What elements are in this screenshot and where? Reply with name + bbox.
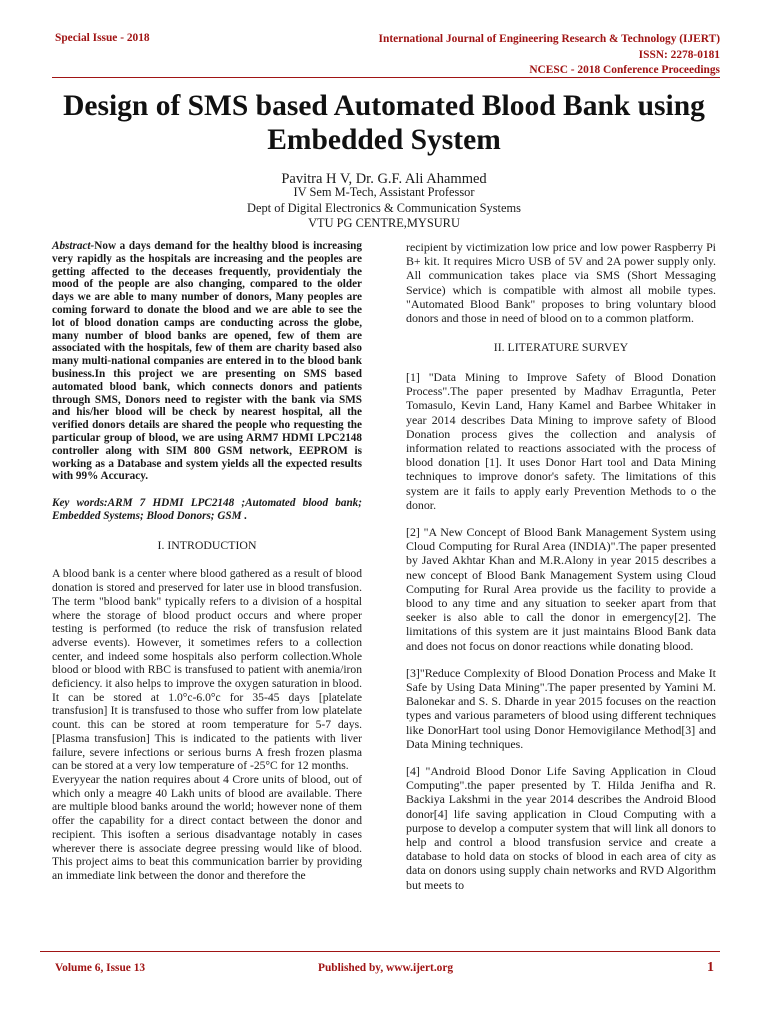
paper-authors: Pavitra H V, Dr. G.F. Ali Ahammed [281,171,487,187]
section-heading-literature: II. LITERATURE SURVEY [493,340,629,355]
footer-divider [40,951,720,952]
abstract-label: Abstract- [52,240,95,252]
header-divider [52,77,720,78]
footer-volume: Volume 6, Issue 13 [55,962,146,974]
affiliation-line: Dept of Digital Electronics & Communication Systems [247,200,521,215]
header-journal: International Journal of Engineering Research & Technology (IJERT) [378,33,720,45]
abstract-body: Now a days demand for the healthy blood is increasing very rapidly as the hospitals are increasing and the peoples are getting affected to the deceases frequently, providentialy the mood of the people are also changing, compared to the older days we are able to many number of donors, Many peoples are coming forward to donate the blood and we are able to see the lot of blood donation camps are conducting across the globe, many number of blood banks are opened, few of them are associated with the hospitals, few of them are charity based also many multi-national companies are entered in to the blood bank business.In this project we are presenting on SMS based automated blood bank, which connects donors and patients through SMS, Donors need to register with the bank via SMS and his/her blood will be check by nearest hospital, all the verified donors details are shared the people who requesting the particular group of blood, we are using ARM7 HDMI LPC2148 controller along with SIM 800 GSM network, EEPROM is working as a Database and system yields all the expected results with 99% Accuracy. [52,240,362,483]
section-heading-introduction: I. INTRODUCTION [157,537,257,552]
right-column [406,240,716,892]
intro-paragraph: Everyyear the nation requires about 4 Crore units of blood, out of which only a meagre 40 Lakh units of blood are available. There are multiple blood banks around the world; however none of them offer the capability for a direct contact between the donor and recipient. This isoften a serious disadvantage notably in cases wherever there is associate degree pressing would like of blood. This project aims to beat this communication barrier by providing an immediate link between the donor and therefore the [52,772,362,882]
page-number: 1 [707,960,714,975]
header-issue: Special Issue - 2018 [55,32,150,44]
paper-title: Design of SMS based Automated Blood Bank using Embedded System [63,90,705,156]
left-column [52,240,362,883]
footer-publisher: Published by, www.ijert.org [318,962,454,974]
header-issn: ISSN: 2278-0181 [638,48,720,61]
keywords: Key words:ARM 7 HDMI LPC2148 ;Automated blood bank; Embedded Systems; Blood Donors; GSM . [52,497,362,522]
reference-paragraph: [2] "A New Concept of Blood Bank Management System using Cloud Computing for Rural Area (INDIA)".The paper presented by Javed Akhtar Khan and M.R.Alony in year 2015 describes a new concept of Blood Bank Management System using Cloud Computing for Rural Area provide us the facility to provide a blood to any time and any situation to seeker apart from that seeker is also able to call the donor in emergency[2]. The limitations of this system are it just maintains Blood Bank data and does not focus on donor reactions while donating blood. [406,524,716,653]
header-journal-block [379,32,720,79]
reference-paragraph: [3]"Reduce Complexity of Blood Donation Process and Make It Safe by Using Data Mining".The paper presented by Yamini M. Balonekar and S. S. Dharde in year 2015 focuses on the reaction types and various parameters of blood using different techniques like DonorHart tool using Donor Hemovigilance Method[3] and Data Mining techniques. [406,665,716,751]
header-proceedings: NCESC - 2018 Conference Proceedings [529,64,720,76]
intro-continuation: recipient by victimization low price and low power Raspberry Pi B+ kit. It requires Micro USB of 5V and 2A power supply only. All communication takes place via SMS (Short Messaging Service) which is compatible with almost all mobile types. "Automated Blood Bank" proposes to bring voluntary blood donors and those in need of blood on to a common platform. [406,240,716,326]
reference-paragraph: [4] "Android Blood Donor Life Saving Application in Cloud Computing".the paper presented by T. Hilda Jenifha and R. Backiya Lakshmi in the year 2014 describes the Android Blood donor[4] life saving application in Cloud Computing with a purpose to develop a computer system that will link all donors to help and control a blood transfusion service and create a database to hold data on stocks of blood in each area of city as data on donors using supply chain networks and RVD Algorithm but meets to [406,764,716,892]
affiliation-line: VTU PG CENTRE,MYSURU [308,216,460,231]
paper-affiliation [40,185,728,232]
reference-paragraph: [1] "Data Mining to Improve Safety of Blood Donation Process".The paper presented by Madhav Erraguntla, Peter Tomasulo, Kevin Land, Hany Kamel and Barbee Whitaker in year 2014 describes Data Mining to improve safety of Blood Donation process gives the collection and analysis of information related to reactions associated with the process of blood donation [1]. It uses Donor Hart tool and Data Mining techniques to improve donor's safety. The limitations of this system are it fails to apply early Prevention Methods to o the donor. [406,369,716,512]
affiliation-line: IV Sem M-Tech, Assistant Professor [293,185,475,199]
intro-paragraph: A blood bank is a center where blood gathered as a result of blood donation is stored and preserved for later use in blood transfusion. The term "blood bank" typically refers to a division of a hospital where the storage of blood product occurs and where proper testing is performed (to reduce the risk of transfusion related adverse events). However, it sometimes refers to a collection center, and indeed some hospitals also perform collection.Whole blood or blood with RBC is transfused to patient with anemia/iron deficiency. it also helps to improve the oxygen saturation in blood. It can be stored at 1.0°c-6.0°c for 35-45 days [platelate transfusion] It is transfused to those who suffer from low platelate count. this can be stored at room temperature for 5-7 days. [Plasma transfusion] This is indicated to the patients with liver failure, severe infections or serious burns A fresh frozen plasma can be stored at a very low temperature of -25°C for 12 months. [52,567,362,773]
abstract [52,240,362,483]
